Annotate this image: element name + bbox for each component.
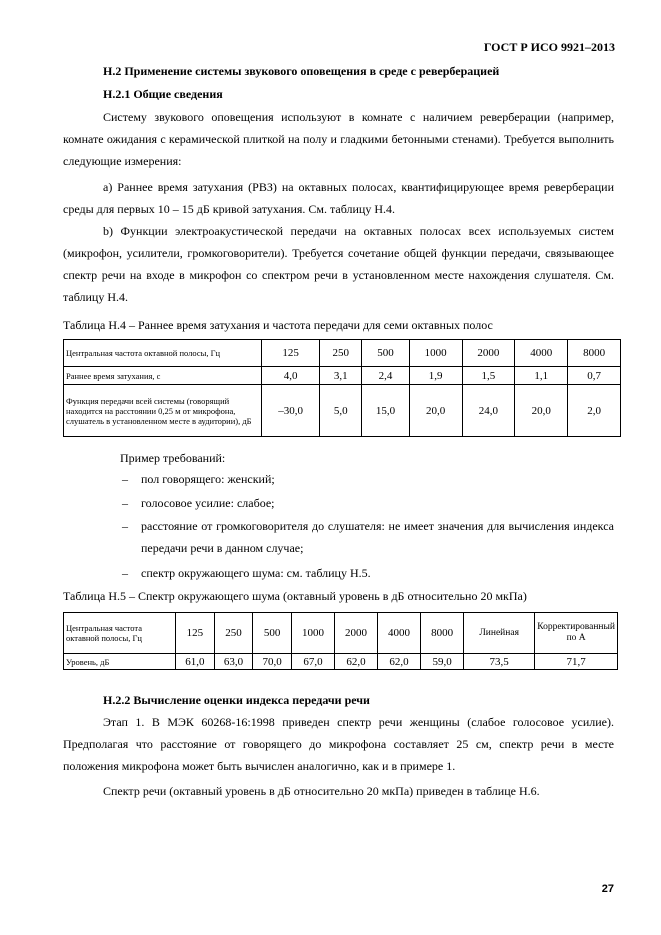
paragraph-intro: Систему звукового оповещения используют в комнате с наличием реверберации (например, комнате ожидания с керамической плиткой на полу и гладкими бетонными стенами). Требуется выполнить следующие измерения: [63,110,614,168]
table-h5-freq: 8000 [421,613,464,654]
list-item-text: расстояние от громкоговорителя до слушателя: не имеет значения для вычисления индекса передачи речи в данном случае; [141,519,614,555]
section-heading-h21: Н.2.1 Общие сведения [103,87,223,101]
table-h5-col-a: Корректированный по А [535,613,618,654]
table-cell: 59,0 [421,654,464,670]
list-item-text: голосовое усилие: слабое; [141,496,275,510]
table-cell: 15,0 [362,385,409,437]
paragraph-last: Спектр речи (октавный уровень в дБ относительно 20 мкПа) приведен в таблице Н.6. [103,784,540,798]
table-h5-freq: 2000 [335,613,378,654]
table-h5-freq: 125 [176,613,215,654]
table-h4-freq: 8000 [568,340,621,367]
table-h4-header-row [64,340,621,367]
table-h5 [63,612,618,670]
table-cell: 5,0 [320,385,362,437]
list-dash: – [122,566,128,580]
table-cell: 24,0 [462,385,515,437]
table-h4-freq: 500 [362,340,409,367]
list-item [122,562,614,584]
table-h4-caption: Таблица Н.4 – Раннее время затухания и частота передачи для семи октавных полос [63,318,493,332]
list-item-text: спектр окружающего шума: см. таблицу Н.5. [141,566,371,580]
table-cell: 2,4 [362,367,409,385]
table-h5-col-linear: Линейная [464,613,535,654]
table-cell: 63,0 [214,654,253,670]
table-cell: 3,1 [320,367,362,385]
paragraph-a: а) Раннее время затухания (РВЗ) на октавных полосах, квантифицирующее время реверберации среды для первых 10 – 15 дБ кривой затухания. См. таблицу Н.4. [63,180,614,216]
section-heading-h22: Н.2.2 Вычисление оценки индекса передачи речи [103,693,370,707]
table-row [64,654,618,670]
table-cell: 4,0 [262,367,320,385]
table-cell: 67,0 [291,654,334,670]
section-heading-h2: Н.2 Применение системы звукового оповещения в среде с реверберацией [103,64,500,78]
table-cell: 62,0 [335,654,378,670]
table-h4-freq: 125 [262,340,320,367]
table-h5-caption: Таблица Н.5 – Спектр окружающего шума (октавный уровень в дБ относительно 20 мкПа) [63,589,527,603]
list-item-text: пол говорящего: женский; [141,472,275,486]
table-cell: 20,0 [515,385,568,437]
table-cell: 70,0 [253,654,292,670]
table-cell: 2,0 [568,385,621,437]
page-number: 27 [601,883,614,895]
paragraph-b: b) Функции электроакустической передачи на октавных полосах всех используемых систем (микрофон, усилители, громкоговорители). Требуется сочетание общей функции передачи, связывающее спектр речи на входе в микрофон со спектром речи в установленном месте нахождения слушателя. См. таблицу Н.4. [63,224,614,304]
table-h4 [63,339,621,437]
table-cell: 1,9 [409,367,462,385]
table-cell: 62,0 [378,654,421,670]
table-h4-freq: 4000 [515,340,568,367]
table-h4-freq: 2000 [462,340,515,367]
table-h5-freq: 1000 [291,613,334,654]
table-h5-row-label: Уровень, дБ [64,654,176,670]
table-h4-row-label: Раннее время затухания, с [64,367,262,385]
list-dash: – [122,519,128,533]
table-h4-row-label: Функция передачи всей системы (говорящий находится на расстоянии 0,25 м от микрофона, слушатель в установленном месте в аудитории), дБ [64,385,262,437]
list-item [122,492,614,514]
table-h5-header-row [64,613,618,654]
table-cell: 20,0 [409,385,462,437]
table-h5-freq: 250 [214,613,253,654]
document-header: ГОСТ Р ИСО 9921–2013 [483,40,615,54]
table-cell: –30,0 [262,385,320,437]
paragraph-step1: Этап 1. В МЭК 60268-16:1998 приведен спектр речи женщины (слабое голосовое усилие). Предполагая что расстояние от говорящего до микрофона составляет 25 см, спектр речи в месте положения микрофона может быть вычислен аналогично, как и в примере 1. [63,715,614,773]
list-dash: – [122,496,128,510]
table-cell: 71,7 [535,654,618,670]
table-row [64,385,621,437]
table-cell: 1,5 [462,367,515,385]
example-title: Пример требований: [120,451,226,465]
table-h4-freq: 1000 [409,340,462,367]
table-h4-header-label: Центральная частота октавной полосы, Гц [64,340,262,367]
table-row [64,367,621,385]
table-cell: 1,1 [515,367,568,385]
table-h5-header-label: Центральная частота октавной полосы, Гц [64,613,176,654]
list-item [122,468,614,490]
table-h5-freq: 4000 [378,613,421,654]
list-dash: – [122,472,128,486]
table-h5-freq: 500 [253,613,292,654]
table-cell: 73,5 [464,654,535,670]
table-h4-freq: 250 [320,340,362,367]
table-cell: 61,0 [176,654,215,670]
list-item [122,515,614,559]
table-cell: 0,7 [568,367,621,385]
